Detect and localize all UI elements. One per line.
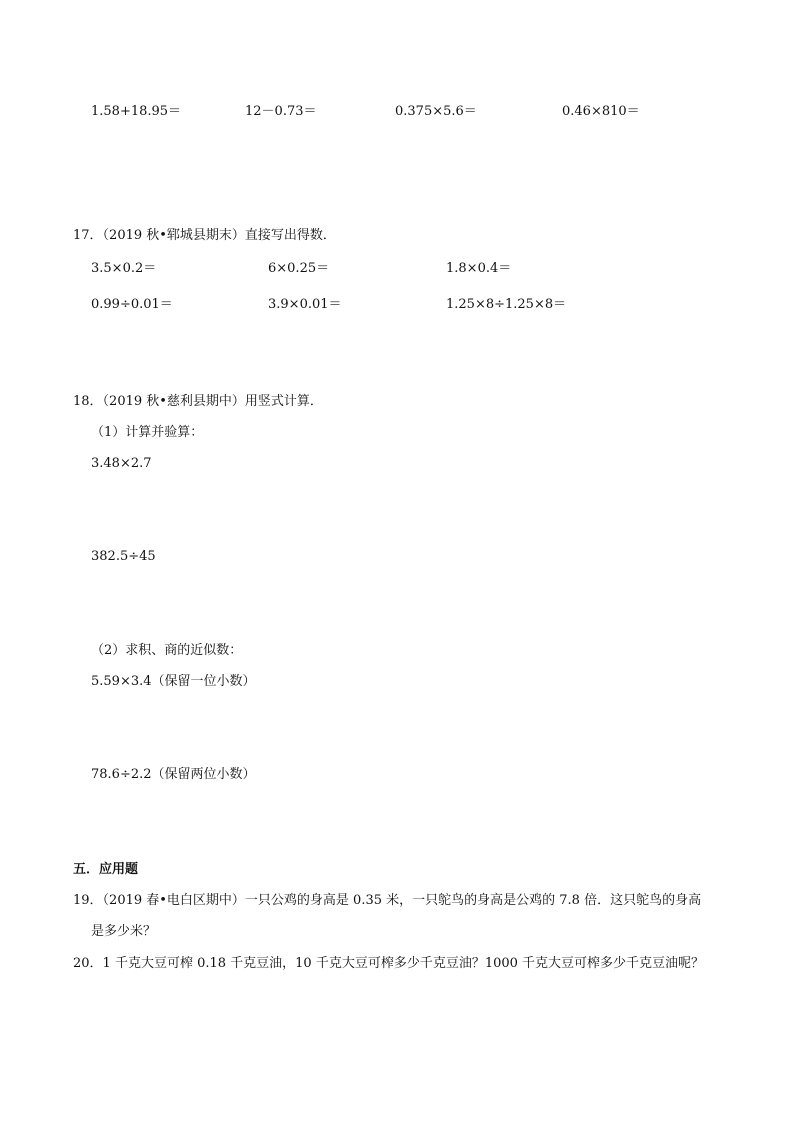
q17-r1-c3: 1.8×0.4＝ [446, 261, 512, 276]
q16-expression-3: 0.375×5.6＝ [395, 104, 477, 119]
q17-header: 17．（2019 秋•郓城县期末）直接写出得数． [73, 228, 336, 243]
q18-part1-label: （1）计算并验算： [91, 425, 204, 440]
q16-expression-1: 1.58+18.95＝ [91, 104, 182, 119]
q16-expression-2: 12－0.73＝ [245, 104, 317, 119]
q17-r2-c1: 0.99÷0.01＝ [91, 297, 173, 312]
q17-r1-c2: 6×0.25＝ [268, 261, 330, 276]
q18-part1-item-1: 3.48×2.7 [91, 456, 152, 471]
q17-r1-c1: 3.5×0.2＝ [91, 261, 157, 276]
q18-part2-item-2: 78.6÷2.2（保留两位小数） [91, 767, 256, 782]
q18-part2-item-1: 5.59×3.4（保留一位小数） [91, 674, 256, 689]
q17-r2-c2: 3.9×0.01＝ [268, 297, 342, 312]
q18-part1-item-2: 382.5÷45 [91, 549, 156, 564]
q18-part2-label: （2）求积、商的近似数： [91, 643, 243, 658]
q17-r2-c3: 1.25×8÷1.25×8＝ [446, 297, 567, 312]
section-title: 五．应用题 [73, 862, 139, 877]
q16-expression-4: 0.46×810＝ [562, 104, 640, 119]
q20-text: 20．1 千克大豆可榨 0.18 千克豆油，10 千克大豆可榨多少千克豆油？1000 千克大豆可榨多少千克豆油呢？ [73, 956, 705, 971]
q19-line-2: 是多少米？ [91, 924, 157, 939]
q19-line-1: 19．（2019 春•电白区期中）一只公鸡的身高是 0.35 米，一只鸵鸟的身高是公鸡的 7.8 倍．这只鸵鸟的身高 [73, 893, 702, 908]
q18-header: 18．（2019 秋•慈利县期中）用竖式计算． [73, 394, 323, 409]
